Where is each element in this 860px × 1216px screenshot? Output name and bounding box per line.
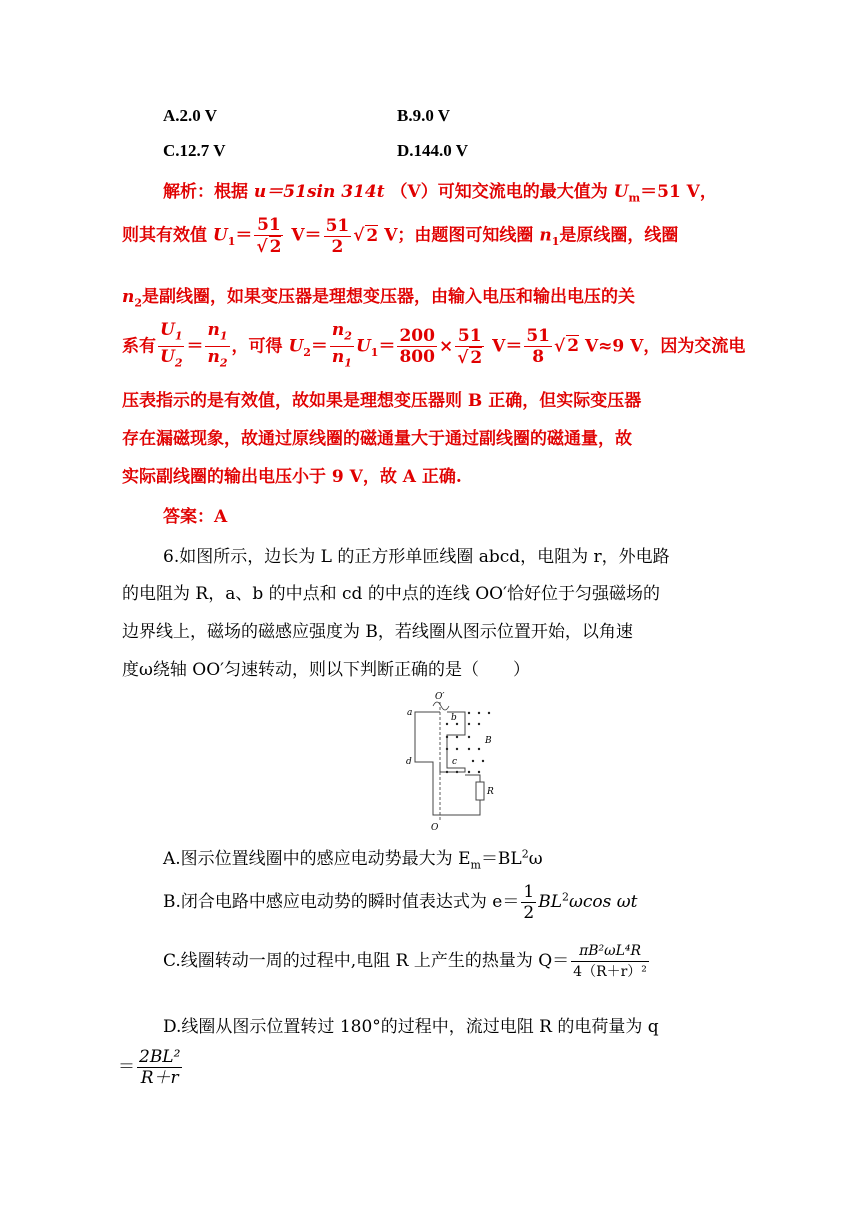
text: B.闭合电路中感应电动势的瞬时值表达式为 e＝ <box>163 892 520 912</box>
num: 200 <box>399 326 435 347</box>
radicand: 2 <box>470 347 483 368</box>
text: V；由题图可知线圈 <box>384 225 534 246</box>
text: ＝ <box>118 1057 135 1077</box>
label-o-top: O′ <box>435 692 445 702</box>
analysis-line-4: 系有 $\frac{U_1}{U_2}$ ＝ $\frac{n_1}{n_2}$ ，可得 $U_2=$ $\frac{n_2}{n_1}$ $U_1=$ $\frac{200}{800}$ × $\frac{51}{√ 2}$ V＝ $\frac{51}{8}$ √ 2 V≈9 V，因为交流电 <box>122 320 745 374</box>
analysis-line-2: 则其有效值 $U_1=$ $\frac{51}{√ 2}$ V＝ $\frac{51}{2}$ √ 2 V；由题图可知线圈 $n_1$是原线圈，线圈 <box>122 215 679 257</box>
coil-diagram <box>395 690 505 835</box>
q6-option-d-formula <box>118 1047 184 1088</box>
text: V≈9 V，因为交流电 <box>584 336 746 357</box>
var-n1: n <box>539 225 552 246</box>
text: × <box>438 336 454 357</box>
text: 根据 <box>214 182 248 202</box>
num: 51 <box>325 215 350 236</box>
label-field-b: B <box>485 736 492 746</box>
var-u1: U <box>212 225 228 246</box>
analysis-label: 解析： <box>163 182 214 202</box>
coil-twist <box>433 702 449 710</box>
sup: 2 <box>562 890 569 904</box>
num: $n_1$ <box>205 320 229 347</box>
coil-left <box>415 712 475 815</box>
radicand: 2 <box>366 225 379 246</box>
num: $n_2$ <box>330 320 354 347</box>
fraction-200-800 <box>397 326 437 367</box>
q6-option-b <box>163 882 637 923</box>
fraction-51-sqrt2 <box>455 326 484 368</box>
den: 2 <box>523 903 535 923</box>
num: $U_1$ <box>158 320 184 347</box>
radicand: 2 <box>567 336 580 357</box>
den: 4（R＋r）² <box>573 964 647 980</box>
label-o-bottom: O <box>431 823 439 833</box>
analysis-line-3 <box>122 282 635 309</box>
text: ＝51 V， <box>640 182 717 202</box>
num: 51 <box>526 326 551 347</box>
text: ＝ <box>235 225 253 246</box>
option-d: D.144.0 V <box>397 141 468 160</box>
sub: 1 <box>370 345 379 359</box>
fraction-heat <box>571 941 649 982</box>
text: ωcos ωt <box>569 892 638 912</box>
q6-line-3: 边界线上，磁场的磁感应强度为 B，若线圈从图示位置开始，以角速 <box>122 622 633 642</box>
num: 1 <box>523 882 535 902</box>
text: ，可得 <box>231 336 283 357</box>
sub: m <box>628 191 641 205</box>
analysis-line-5: 压表指示的是有效值，故如果是理想变压器则 B 正确，但实际变压器 <box>122 391 642 411</box>
fraction-51-2 <box>324 216 352 257</box>
q6-option-c <box>163 941 651 982</box>
den: 800 <box>399 347 435 368</box>
label-d: d <box>406 757 412 767</box>
num: 51 <box>254 215 283 236</box>
text: 则其有效值 <box>122 225 207 246</box>
wire <box>465 775 480 782</box>
fraction-51-sqrt2 <box>254 215 283 257</box>
den: √ 2 <box>457 347 483 368</box>
fraction-1-2 <box>521 882 536 923</box>
q6-line-1: 6.如图所示，边长为 L 的正方形单匝线圈 abcd，电阻为 r，外电路 <box>163 547 670 567</box>
den: R＋r <box>140 1068 179 1088</box>
sup: 2 <box>521 847 529 861</box>
den: 8 <box>532 347 545 368</box>
text: BL <box>538 892 562 912</box>
sub: 2 <box>303 345 311 359</box>
text: V＝ <box>492 336 523 357</box>
text: ＝ <box>310 336 328 357</box>
q6-line-4: 度ω绕轴 OO′匀速转动，则以下判断正确的是（ ） <box>122 660 530 680</box>
formula-u: u＝51sin 314t <box>253 182 385 202</box>
q6-option-a <box>163 844 543 871</box>
text: V＝ <box>291 225 322 246</box>
sub: m <box>470 858 481 872</box>
text: A.图示位置线圈中的感应电动势最大为 E <box>163 849 471 869</box>
label-c: c <box>452 757 458 767</box>
text: 系有 <box>122 336 156 357</box>
var-u: U <box>613 182 629 202</box>
text: C.线圈转动一周的过程中,电阻 R 上产生的热量为 Q＝ <box>163 951 570 971</box>
text: ＝BL <box>480 849 522 869</box>
num: πB²ωL⁴R <box>571 941 649 962</box>
wire <box>475 800 480 815</box>
sub: 2 <box>134 296 143 310</box>
sub: 1 <box>551 234 560 248</box>
var-u2: U <box>288 336 304 357</box>
analysis-line-6: 存在漏磁现象，故通过原线圈的磁通量大于通过副线圈的磁通量，故 <box>122 429 632 449</box>
q6-line-2: 的电阻为 R，a、b 的中点和 cd 的中点的连线 OO′恰好位于匀强磁场的 <box>122 584 660 604</box>
den: $n_2$ <box>207 347 228 370</box>
label-r: R <box>487 787 494 797</box>
fraction-n2-n1 <box>330 320 354 374</box>
var-n2: n <box>122 287 135 307</box>
den: √ 2 <box>256 237 282 257</box>
analysis-line-1 <box>163 177 717 204</box>
resistor <box>476 782 484 800</box>
radicand: 2 <box>269 237 282 257</box>
q6-option-d: D.线圈从图示位置转过 180°的过程中，流过电阻 R 的电荷量为 q <box>163 1017 659 1037</box>
sub: 1 <box>227 234 236 248</box>
option-a: A.2.0 V <box>163 106 217 125</box>
num: 51 <box>455 326 484 347</box>
fraction-charge <box>137 1047 182 1088</box>
fraction-51-8 <box>524 326 552 367</box>
fraction-n1-n2 <box>205 320 229 374</box>
label-a: a <box>407 708 413 718</box>
num: 2BL² <box>139 1047 181 1067</box>
var-u1: U <box>355 336 371 357</box>
option-b: B.9.0 V <box>397 106 451 125</box>
text: ＝ <box>378 336 396 357</box>
text: ω <box>528 849 543 869</box>
den: $n_1$ <box>331 347 352 370</box>
fraction-u1-u2 <box>158 320 184 374</box>
label-b: b <box>451 713 457 723</box>
answer: 答案：A <box>163 507 228 527</box>
text: （V）可知交流电的最大值为 <box>390 182 608 202</box>
den: 2 <box>331 236 344 257</box>
den: $U_2$ <box>160 347 183 370</box>
text: 是副线圈，如果变压器是理想变压器，由输入电压和输出电压的关 <box>142 287 636 307</box>
option-c: C.12.7 V <box>163 141 226 160</box>
text: 是原线圈，线圈 <box>559 225 679 246</box>
analysis-line-7: 实际副线圈的输出电压小于 9 V，故 A 正确. <box>122 467 462 487</box>
